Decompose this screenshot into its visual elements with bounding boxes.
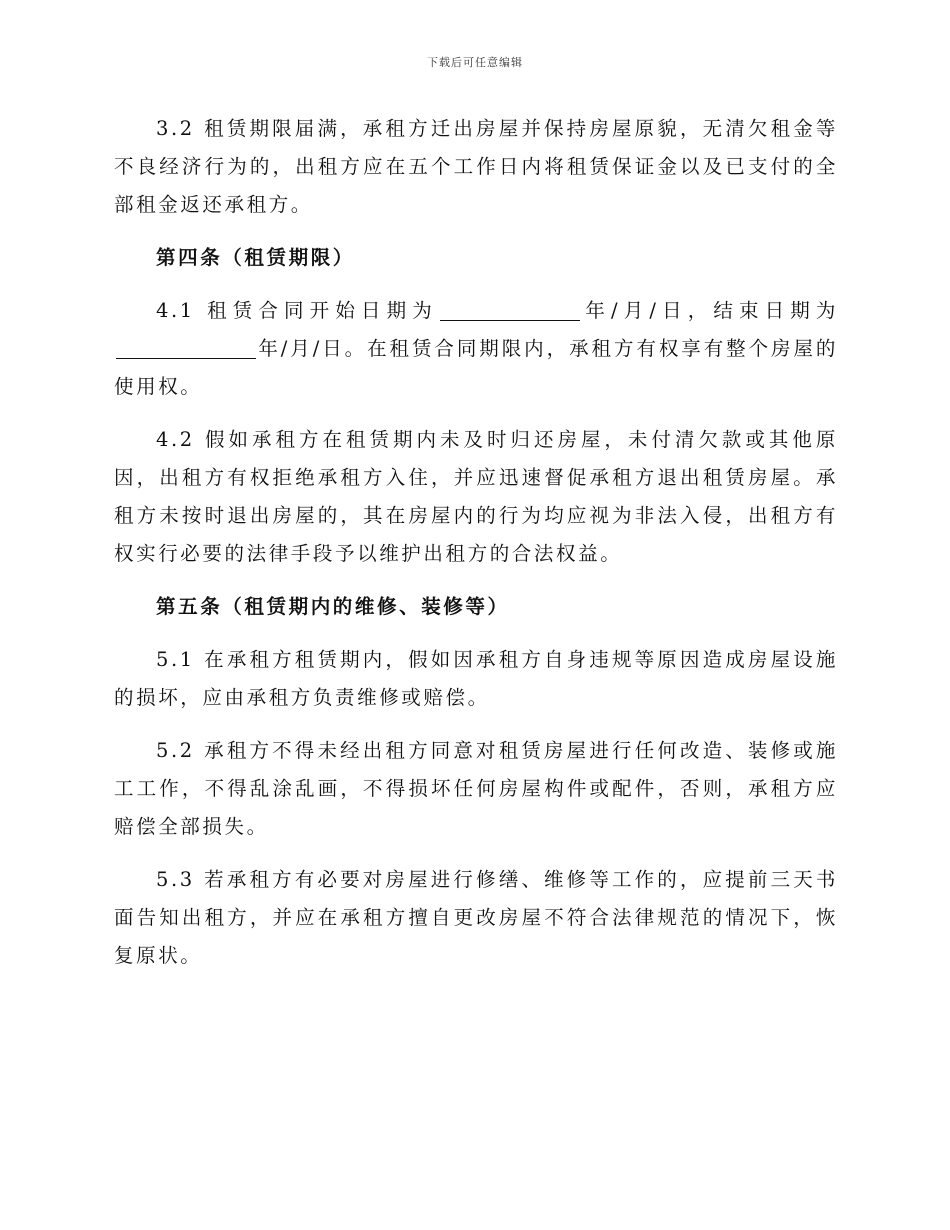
article-4-heading: 第四条（租赁期限）: [156, 246, 355, 269]
start-date-blank[interactable]: [440, 296, 580, 321]
clause-5-3: 5.3 若承租方有必要对房屋进行修缮、维修等工作的，应提前三天书面告知出租方，并应在承租方擅自更改房屋不符合法律规范的情况下，恢复原状。: [114, 868, 838, 967]
clause-4-1-start: 4.1 租赁合同开始日期为: [156, 299, 438, 322]
clause-4-1-middle: 年/月/日，结束日期为: [581, 299, 838, 322]
clause-3-2: 3.2 租赁期限届满，承租方迁出房屋并保持房屋原貌，无清欠租金等不良经济行为的，出租方应在五个工作日内将租赁保证金以及已支付的全部租金返还承租方。: [114, 117, 838, 216]
clause-5-2: 5.2 承租方不得未经出租方同意对租赁房屋进行任何改造、装修或施工工作，不得乱涂乱画，不得损坏任何房屋构件或配件，否则，承租方应赔偿全部损失。: [114, 739, 838, 838]
article-5-heading: 第五条（租赁期内的维修、装修等）: [156, 595, 510, 618]
clause-4-1-end: 年/月/日。在租赁合同期限内，承租方有权享有整个房屋的使用权。: [114, 337, 838, 398]
document-body: [114, 110, 838, 990]
clause-5-1: 5.1 在承租方租赁期内，假如因承租方自身违规等原因造成房屋设施的损坏，应由承租方负责维修或赔偿。: [114, 648, 838, 709]
page-header: 下载后可任意编辑: [427, 56, 523, 69]
clause-4-1: [114, 292, 838, 406]
clause-4-2: 4.2 假如承租方在租赁期内未及时归还房屋，未付清欠款或其他原因，出租方有权拒绝承租方入住，并应迅速督促承租方退出租赁房屋。承租方未按时退出房屋的，其在房屋内的行为均应视为非法入侵，出租方有权实行必要的法律手段予以维护出租方的合法权益。: [114, 428, 838, 565]
end-date-blank[interactable]: [116, 334, 256, 359]
